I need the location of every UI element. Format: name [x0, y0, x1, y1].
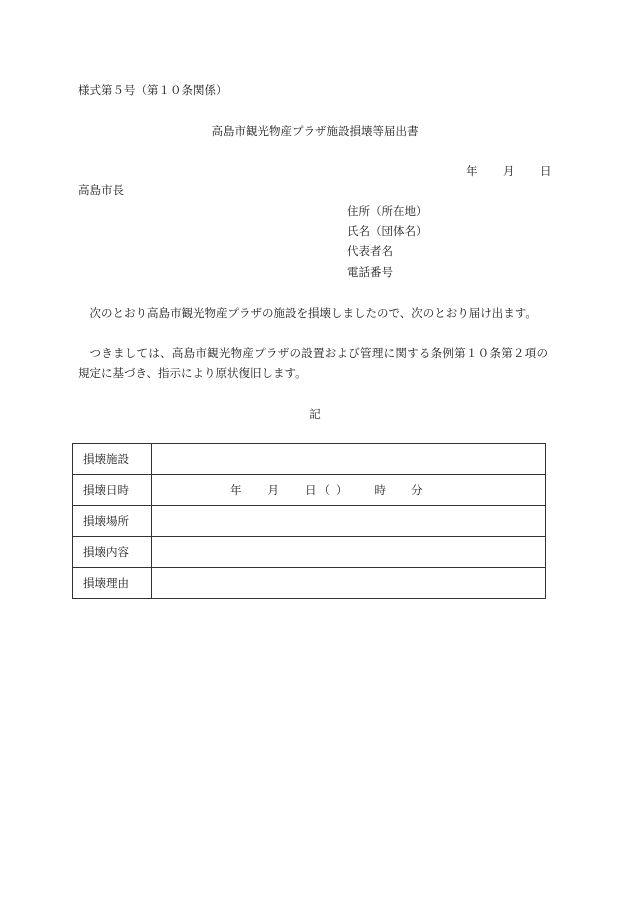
damage-reason-label: 損壊理由	[73, 568, 152, 599]
damage-report-table	[72, 443, 546, 599]
applicant-name-label: 氏名（団体名）	[347, 224, 428, 238]
dt-month: 月	[267, 483, 279, 497]
table-row	[73, 568, 546, 599]
damage-details-label: 損壊内容	[73, 537, 152, 568]
dt-day: 日	[305, 483, 317, 497]
phone-label: 電話番号	[347, 265, 393, 279]
damage-datetime-label: 損壊日時	[73, 475, 152, 506]
table-row	[73, 506, 546, 537]
date-month: 月	[503, 164, 515, 178]
body-paragraph-2: つきましては、高島市観光物産プラザの設置および管理に関する条例第１０条第２項の規定に基づき、指示により原状復旧します。	[78, 346, 548, 380]
ki-heading: 記	[309, 407, 321, 421]
table-row	[73, 475, 546, 506]
damaged-facility-label: 損壊施設	[73, 444, 152, 475]
table-row	[73, 537, 546, 568]
damage-location-label: 損壊場所	[73, 506, 152, 537]
form-number: 様式第５号（第１０条関係）	[78, 83, 228, 97]
dt-paren-close: ）	[336, 483, 348, 497]
applicant-address-label: 住所（所在地）	[347, 204, 428, 218]
damage-reason-value[interactable]	[152, 568, 546, 599]
representative-label: 代表者名	[347, 244, 393, 258]
table-row	[73, 444, 546, 475]
dt-paren-open: （	[318, 483, 330, 497]
damage-location-value[interactable]	[152, 506, 546, 537]
damaged-facility-value[interactable]	[152, 444, 546, 475]
dt-minute: 分	[411, 483, 423, 497]
body-paragraph-1: 次のとおり高島市観光物産プラザの施設を損壊しましたので、次のとおり届け出ます。	[89, 306, 537, 320]
addressee: 高島市長	[78, 183, 124, 197]
date-day: 日	[540, 164, 552, 178]
document-title: 高島市観光物産プラザ施設損壊等届出書	[211, 124, 419, 138]
dt-year: 年	[230, 483, 242, 497]
dt-hour: 時	[374, 483, 386, 497]
date-year: 年	[466, 164, 478, 178]
damage-datetime-value[interactable]	[152, 475, 546, 506]
damage-details-value[interactable]	[152, 537, 546, 568]
